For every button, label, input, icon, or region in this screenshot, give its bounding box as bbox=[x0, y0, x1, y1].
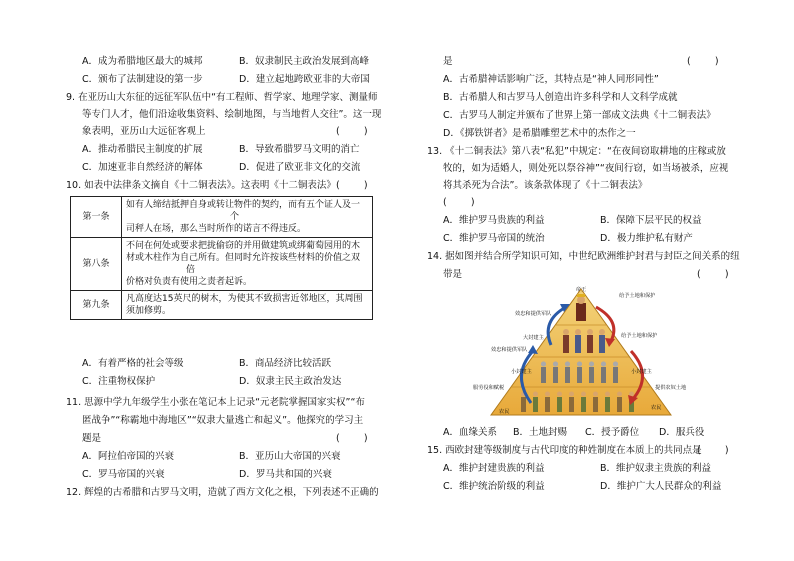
label-small-lord-right: 小封建主 bbox=[631, 369, 652, 375]
label-peasant-left: 农民 bbox=[499, 409, 510, 415]
q9-answer-paren: ( ) bbox=[336, 126, 368, 137]
law-text-line: 倍 bbox=[186, 265, 196, 275]
q10-option-d: D．奴隶主民主政治发达 bbox=[239, 376, 342, 387]
q8-option-b: B．奴隶制民主政治发展到高峰 bbox=[239, 56, 370, 67]
label-protect-land: 提供农奴土地 bbox=[655, 385, 687, 391]
q15-stem: 15. 西欧封建等级制度与古代印度的种姓制度在本质上的共同点是 bbox=[427, 445, 702, 456]
q13-option-c: C．维护罗马帝国的统治 bbox=[443, 233, 545, 244]
label-king: 帝王 bbox=[575, 287, 587, 293]
q8-option-a: A．成为希腊地区最大的城邦 bbox=[82, 56, 203, 67]
q12-stem-end: 是 bbox=[443, 56, 453, 67]
label-great-lord: 大封建主 bbox=[523, 335, 544, 341]
q11-option-b: B．亚历山大帝国的兴衰 bbox=[239, 451, 341, 462]
law-text bbox=[122, 197, 373, 238]
label-serve: 服劳役和赋税 bbox=[473, 385, 505, 391]
law-text bbox=[122, 238, 373, 291]
q9-option-a: A．推动希腊民主制度的扩展 bbox=[82, 144, 203, 155]
q12-answer-paren: ( ) bbox=[687, 56, 719, 67]
q13-stem-line1: 13. 《十二铜表法》第八表“私犯”中规定：“在夜间窃取耕地的庄稼或放 bbox=[427, 146, 726, 157]
label-give-land: 给予土地和保护 bbox=[619, 293, 656, 299]
q15-option-a: A．维护封建贵族的利益 bbox=[443, 463, 545, 474]
q9-option-d: D．促进了欧亚非文化的交流 bbox=[239, 162, 361, 173]
label-loyalty-2: 效忠和提供军队 bbox=[491, 347, 528, 353]
table-row bbox=[71, 197, 373, 238]
q14-option-a: A．血缘关系 bbox=[443, 427, 497, 438]
law-text-line: 司秤人在场，那么当时所作的诺言不得违反。 bbox=[126, 224, 307, 234]
q15-answer-paren: ( ) bbox=[697, 445, 729, 456]
law-text-line: 价格对负责有使用之责者起诉。 bbox=[126, 277, 253, 287]
q10-answer-paren: ( ) bbox=[336, 180, 368, 191]
law-key: 第一条 bbox=[71, 197, 122, 238]
label-loyalty: 效忠和提供军队 bbox=[515, 311, 552, 317]
law-table bbox=[70, 196, 373, 320]
q9-option-c: C．加速亚非自然经济的解体 bbox=[82, 162, 203, 173]
q14-option-b: B．土地封赐 bbox=[513, 427, 568, 438]
law-text-line: 凡高度达15英尺的树木，为使其不致损害近邻地区，其周围 bbox=[126, 294, 363, 304]
q11-option-c: C．罗马帝国的兴衰 bbox=[82, 469, 165, 480]
feudal-pyramid-figure bbox=[471, 285, 691, 419]
q13-stem-line2: 牧的，如为适婚人，则处死以祭谷神”“夜间行窃，如当场被杀，应视 bbox=[443, 163, 729, 174]
q8-option-d: D．建立起地跨欧亚非的大帝国 bbox=[239, 74, 370, 85]
q11-stem-line2: 匿战争”“称霸地中海地区”“奴隶大量逃亡和起义”。他探究的学习主 bbox=[82, 415, 364, 426]
q11-answer-paren: ( ) bbox=[336, 433, 368, 444]
label-give-land-2: 给予土地和保护 bbox=[621, 333, 658, 339]
label-small-lord: 小封建主 bbox=[511, 369, 532, 375]
q13-stem-line3: 将其杀死为合法”。该条款体现了《十二铜表法》 bbox=[443, 180, 648, 191]
q13-option-a: A．维护罗马贵族的利益 bbox=[443, 215, 545, 226]
q12-stem-line1: 12. 辉煌的古希腊和古罗马文明，造就了西方文化之根，下列表述不正确的 bbox=[66, 487, 379, 498]
q12-option-b: B．古希腊人和古罗马人创造出许多科学和人文科学成就 bbox=[443, 92, 678, 103]
law-text-line: 如有人缔结抵押自身或转让物件的契约，而有五个证人及一 bbox=[126, 200, 361, 210]
q13-option-d: D．极力维护私有财产 bbox=[600, 233, 693, 244]
law-text-line: 须加修剪。 bbox=[126, 306, 172, 316]
q12-option-a: A．古希腊神话影响广泛，其特点是“神人同形同性” bbox=[443, 74, 659, 85]
q11-option-a: A．阿拉伯帝国的兴衰 bbox=[82, 451, 174, 462]
q13-answer-paren: ( ) bbox=[443, 197, 475, 208]
label-peasant-right: 农民 bbox=[651, 405, 662, 411]
q9-stem-line1: 9. 在亚历山大东征的远征军队伍中“有工程师、哲学家、地理学家、测量师 bbox=[66, 92, 378, 103]
q14-stem-line1: 14. 据如图并结合所学知识可知，中世纪欧洲维护封君与封臣之间关系的纽 bbox=[427, 251, 740, 262]
q14-answer-paren: ( ) bbox=[697, 269, 729, 280]
q10-option-b: B．商品经济比较活跃 bbox=[239, 358, 332, 369]
q11-stem-line3: 题是 bbox=[82, 433, 102, 444]
q14-option-c: C．授予爵位 bbox=[585, 427, 640, 438]
q11-stem-line1: 11. 思源中学九年级学生小张在笔记本上记录“元老院掌握国家实权”“布 bbox=[66, 397, 365, 408]
law-key: 第八条 bbox=[71, 238, 122, 291]
q8-option-c: C．颁布了法制建设的第一步 bbox=[82, 74, 203, 85]
law-text-line: 材或木柱作为自己所有。但同时允许按该些材料的价值之双 bbox=[126, 253, 361, 263]
q12-option-d: D．《掷铁饼者》是希腊雕塑艺术中的杰作之一 bbox=[443, 128, 636, 139]
q14-stem-line2: 带是 bbox=[443, 269, 463, 280]
table-row bbox=[71, 291, 373, 320]
law-text-line: 个 bbox=[230, 212, 240, 222]
q12-option-c: C．古罗马人制定并颁布了世界上第一部成文法典《十二铜表法》 bbox=[443, 110, 716, 121]
table-row bbox=[71, 238, 373, 291]
arrow-up-icon bbox=[528, 345, 538, 354]
q9-stem-line2: 等专门人才，他们沿途收集资料、绘制地图，与当地哲人交往”。这一现 bbox=[82, 109, 382, 120]
q11-option-d: D．罗马共和国的兴衰 bbox=[239, 469, 332, 480]
q10-stem: 10. 如表中法律条文摘自《十二铜表法》。这表明《十二铜表法》 bbox=[66, 180, 336, 191]
law-text-line: 不问在何处或要求把拢偷窃的并用做建筑或绑葡萄园用的木 bbox=[126, 241, 361, 251]
q15-option-d: D．维护广大人民群众的利益 bbox=[600, 481, 722, 492]
q15-option-c: C．维护统治阶级的利益 bbox=[443, 481, 545, 492]
q15-option-b: B．维护奴隶主贵族的利益 bbox=[600, 463, 712, 474]
q9-stem-line3: 象表明，亚历山大远征客观上 bbox=[82, 126, 206, 137]
q13-option-b: B．保障下层平民的权益 bbox=[600, 215, 702, 226]
law-text bbox=[122, 291, 373, 320]
q14-option-d: D．服兵役 bbox=[659, 427, 705, 438]
q10-option-a: A．有着严格的社会等级 bbox=[82, 358, 184, 369]
law-key: 第九条 bbox=[71, 291, 122, 320]
q10-option-c: C．注重物权保护 bbox=[82, 376, 156, 387]
q9-option-b: B．导致希腊罗马文明的消亡 bbox=[239, 144, 360, 155]
